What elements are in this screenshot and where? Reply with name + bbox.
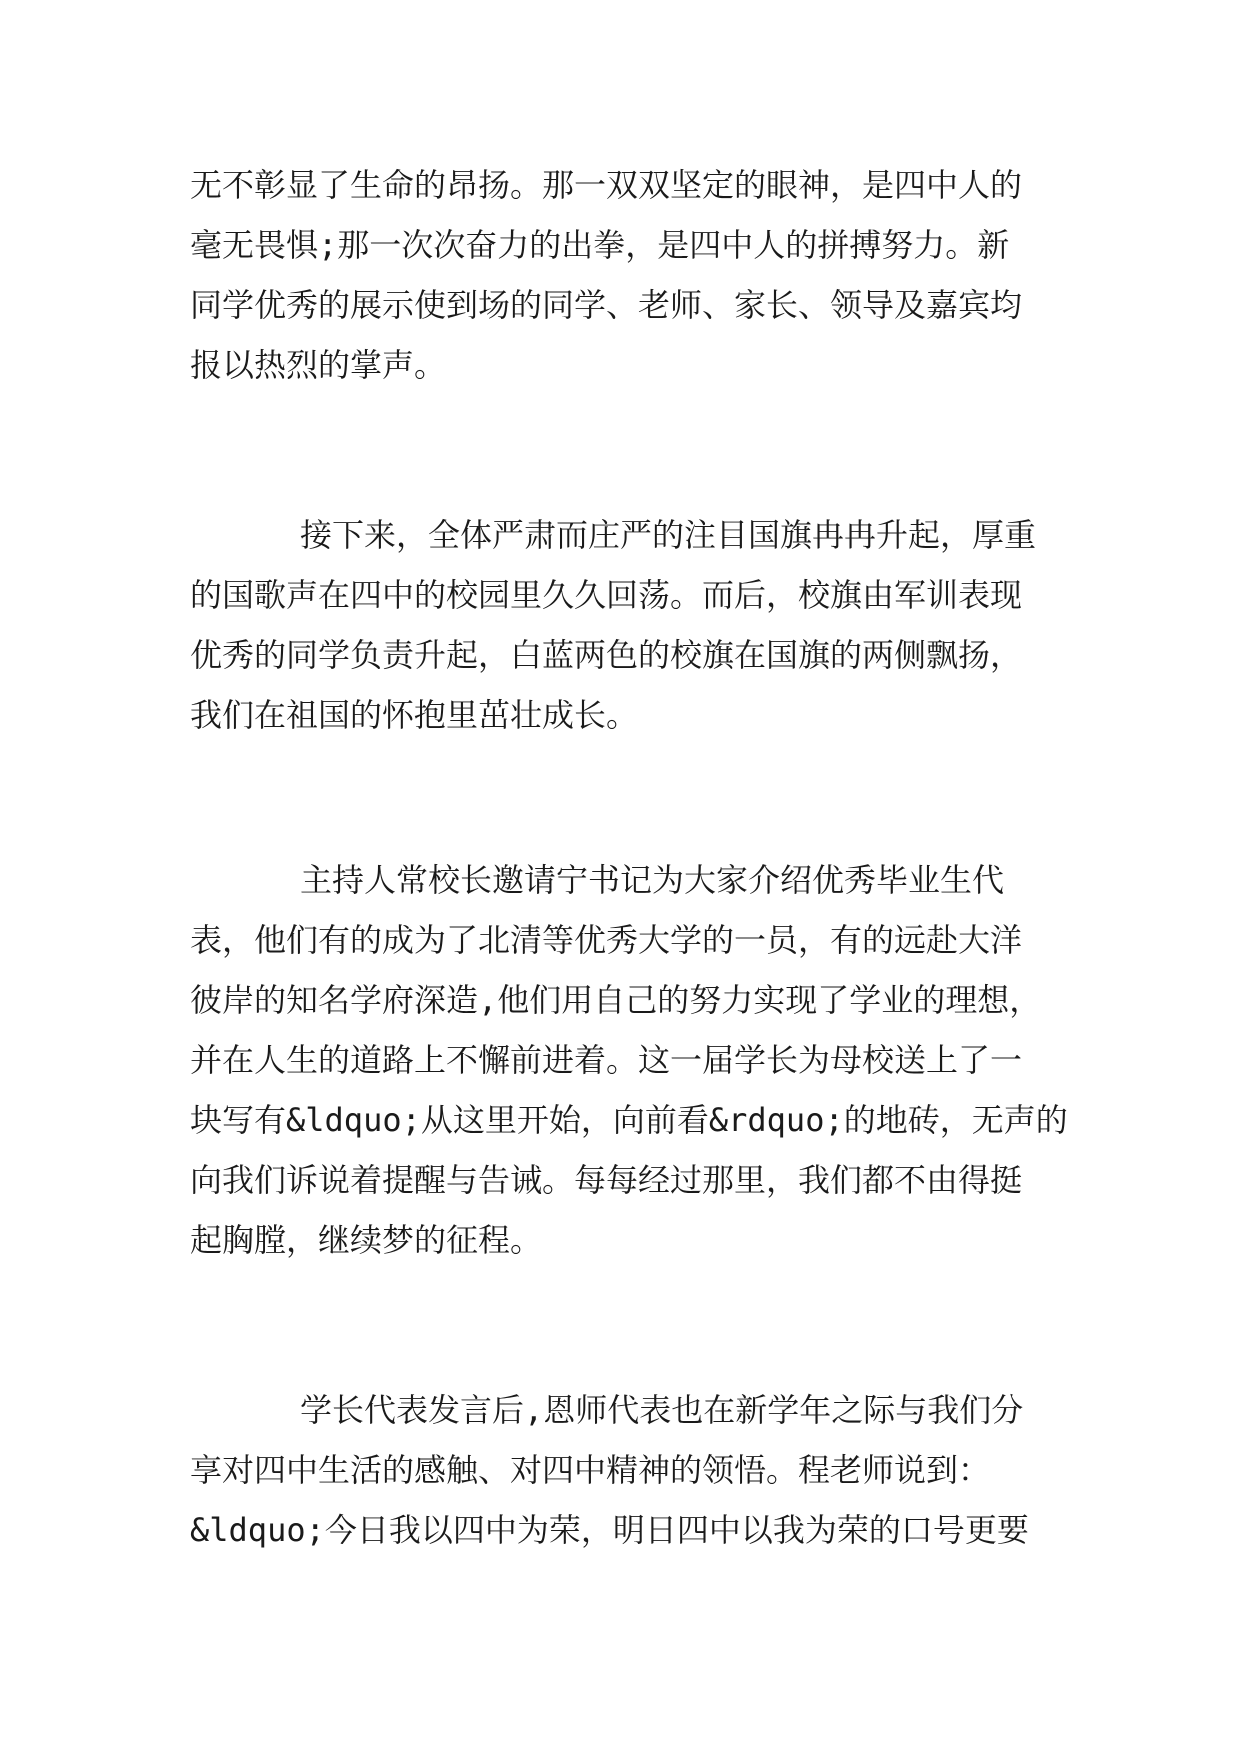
text-line: 彼岸的知名学府深造,他们用自己的努力实现了学业的理想， [190, 981, 1042, 1019]
text-line-indented: 主持人常校长邀请宁书记为大家介绍优秀毕业生代 [300, 861, 1005, 899]
text-line: 享对四中生活的感触、对四中精神的领悟。程老师说到： [190, 1451, 991, 1489]
text-line: &ldquo;今日我以四中为荣，明日四中以我为荣的口号更要 [190, 1511, 1029, 1549]
text-line-indented: 接下来，全体严肃而庄严的注目国旗冉冉升起，厚重 [300, 516, 1037, 554]
paragraph-2 [190, 505, 1060, 745]
text-line: 无不彰显了生命的昂扬。那一双双坚定的眼神，是四中人的 [190, 166, 1023, 204]
text-line: 毫无畏惧;那一次次奋力的出拳，是四中人的拼搏努力。新 [190, 226, 1010, 264]
paragraph-1 [190, 155, 1060, 395]
text-line: 并在人生的道路上不懈前进着。这一届学长为母校送上了一 [190, 1041, 1023, 1079]
text-line: 起胸膛，继续梦的征程。 [190, 1221, 543, 1259]
paragraph-4 [190, 1380, 1060, 1560]
paragraph-3 [190, 850, 1068, 1270]
text-line: 向我们诉说着提醒与告诫。每每经过那里，我们都不由得挺 [190, 1161, 1023, 1199]
text-line: 同学优秀的展示使到场的同学、老师、家长、领导及嘉宾均 [190, 286, 1023, 324]
text-line: 表，他们有的成为了北清等优秀大学的一员，有的远赴大洋 [190, 921, 1023, 959]
text-line: 我们在祖国的怀抱里茁壮成长。 [190, 696, 639, 734]
text-line: 优秀的同学负责升起，白蓝两色的校旗在国旗的两侧飘扬， [190, 636, 1023, 674]
text-line: 块写有&ldquo;从这里开始，向前看&rdquo;的地砖，无声的 [190, 1101, 1068, 1139]
text-line: 报以热烈的掌声。 [190, 346, 447, 384]
text-line: 的国歌声在四中的校园里久久回荡。而后，校旗由军训表现 [190, 576, 1023, 614]
text-line-indented: 学长代表发言后,恩师代表也在新学年之际与我们分 [300, 1391, 1024, 1429]
